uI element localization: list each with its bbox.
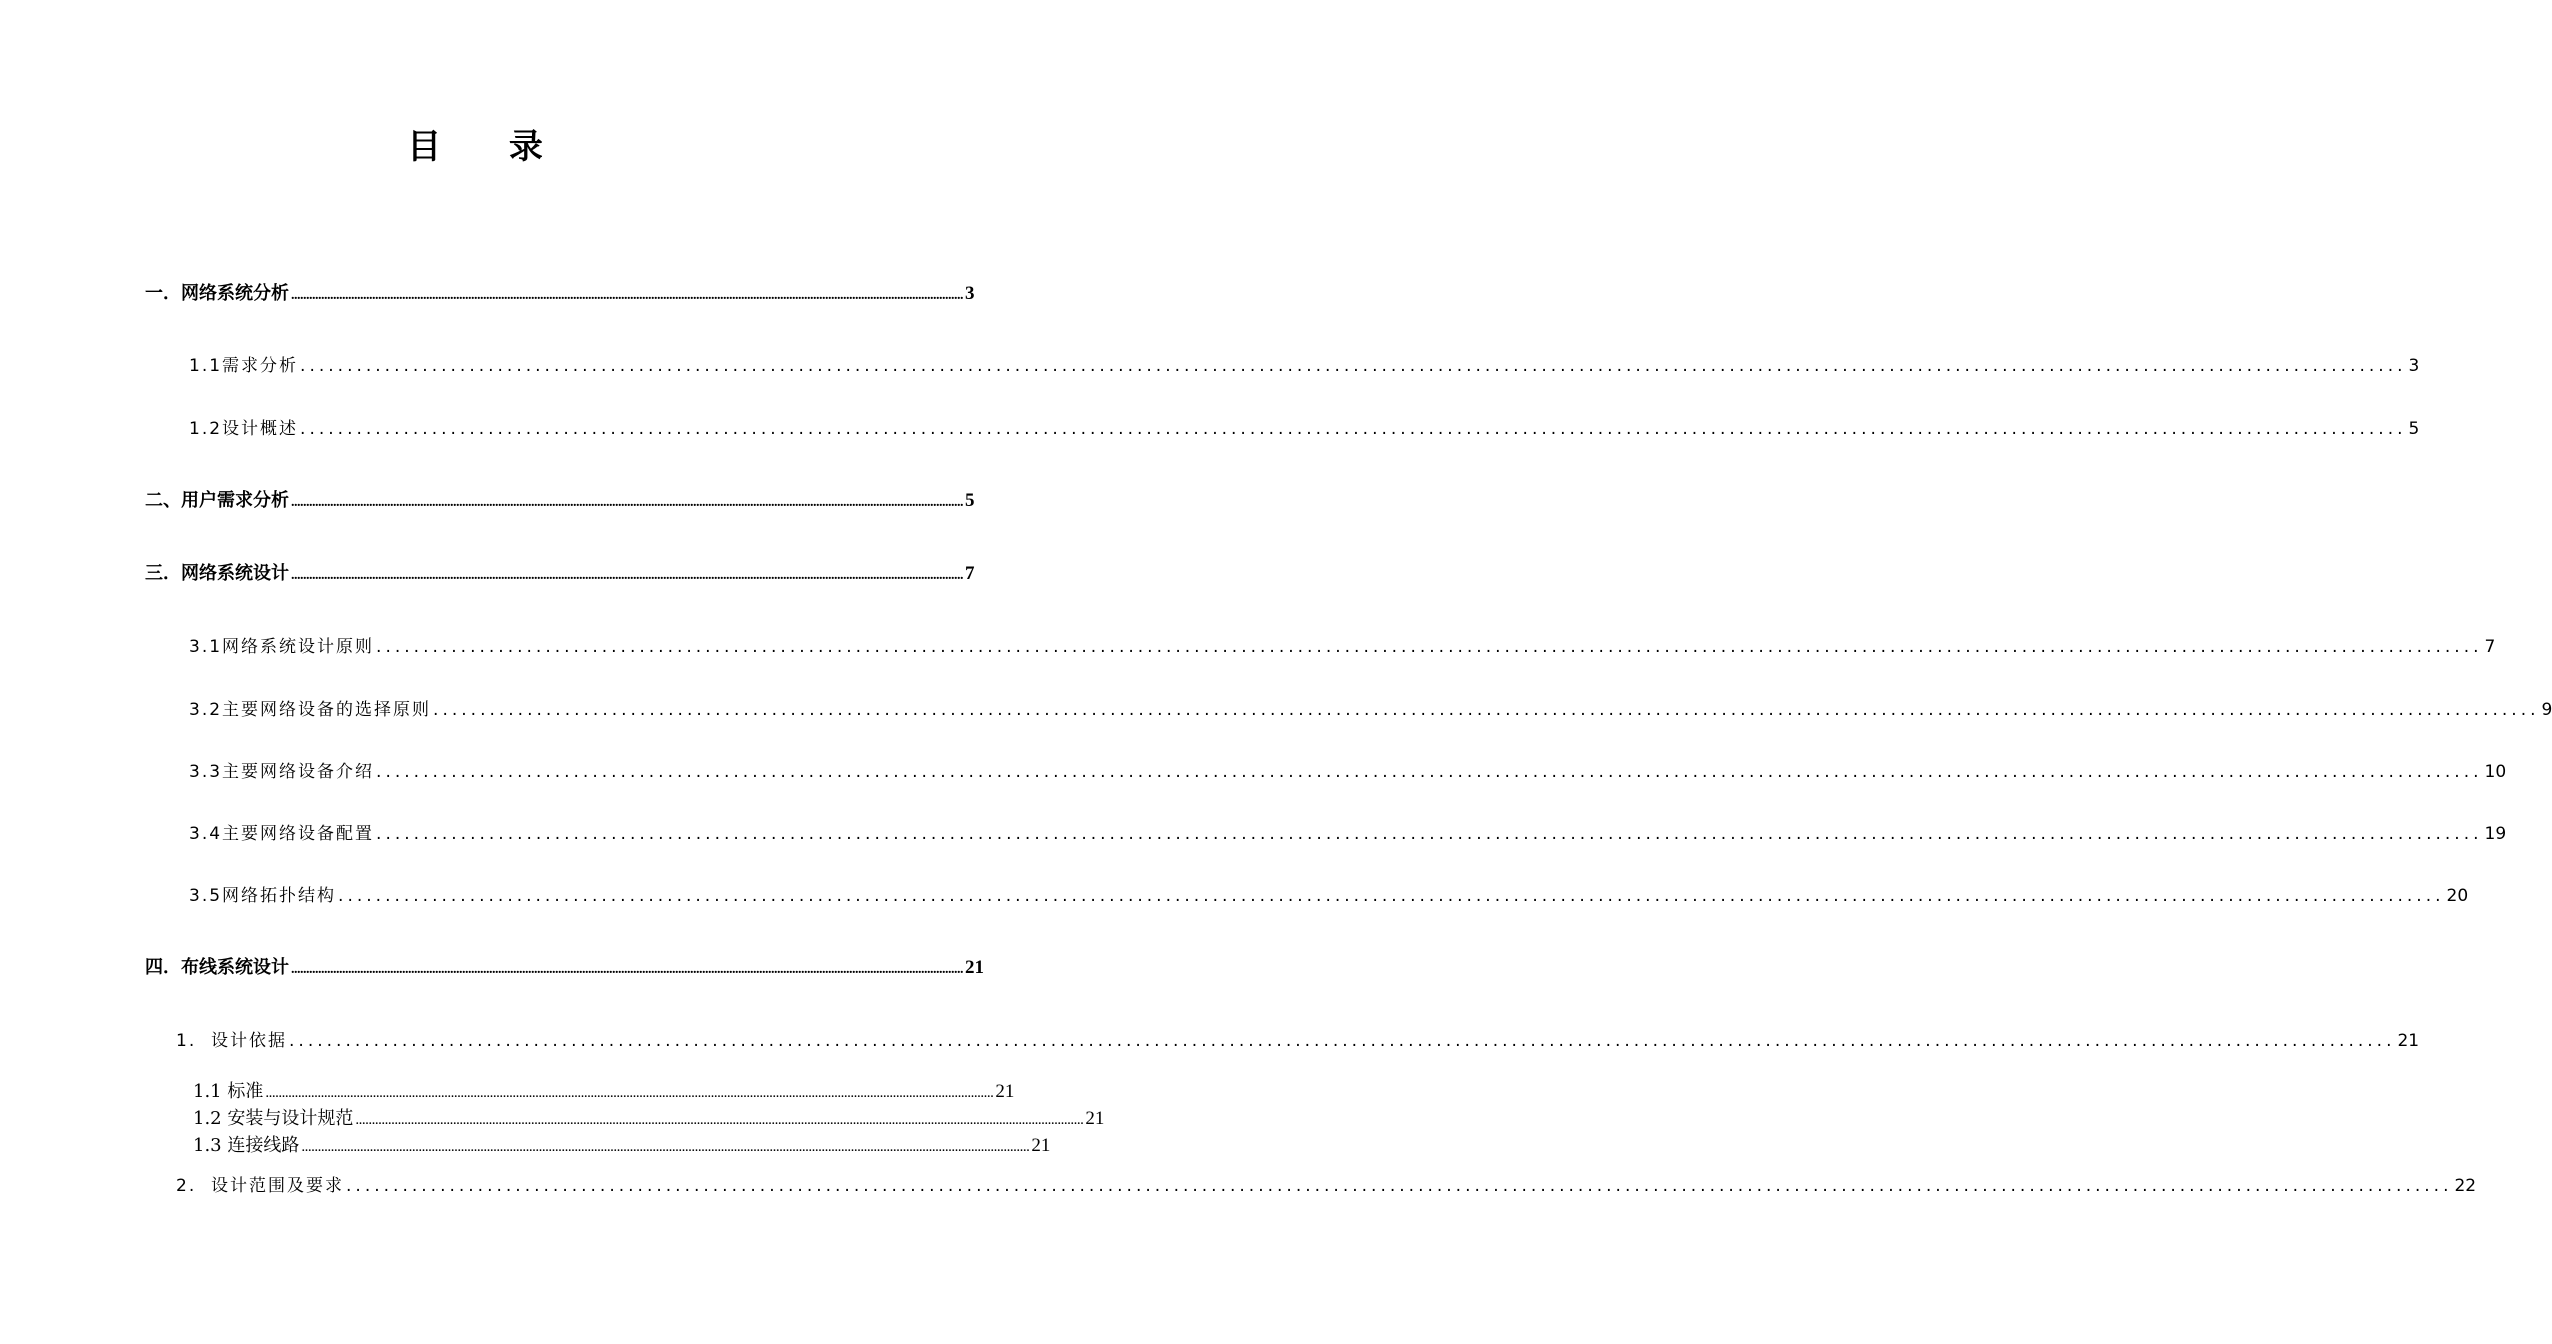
toc-page-number: 21 — [1085, 1108, 1105, 1129]
toc-entry-network-analysis[interactable] — [145, 279, 975, 307]
toc-entry-label: 三．网络系统设计 — [145, 563, 289, 584]
toc-leader-dots: ................................................................................................................................................................................................................................ — [291, 495, 963, 510]
toc-leader-dots: ................................................................................................................................................................................................................................ — [355, 1112, 1084, 1128]
toc-leader-dots: ................................................................................................................................................................................................................................ — [376, 824, 2483, 844]
toc-entry-label: 1.1 标准 — [193, 1081, 264, 1102]
toc-page-number: 10 — [2484, 762, 2507, 782]
toc-entry-design-overview[interactable] — [189, 414, 2420, 440]
toc-leader-dots: ................................................................................................................................................................................................................................ — [376, 762, 2483, 782]
toc-leader-dots: ................................................................................................................................................................................................................................ — [291, 288, 963, 303]
toc-entry-label: 一．网络系统分析 — [145, 283, 289, 304]
toc-entry-label: 3.5网络拓扑结构 — [189, 886, 337, 906]
toc-leader-dots: ................................................................................................................................................................................................................................ — [265, 1085, 994, 1101]
toc-leader-dots: ................................................................................................................................................................................................................................ — [376, 637, 2483, 657]
toc-entry-design-scope[interactable] — [176, 1171, 2477, 1197]
toc-page-number: 20 — [2446, 886, 2469, 906]
toc-leader-dots: ................................................................................................................................................................................................................................ — [291, 568, 963, 583]
toc-entry-connection-lines[interactable] — [193, 1131, 1051, 1157]
toc-entry-label: 1.2设计概述 — [189, 419, 299, 439]
toc-leader-dots: ................................................................................................................................................................................................................................ — [291, 962, 963, 977]
toc-page-number: 3 — [965, 283, 975, 304]
toc-entry-install-specs[interactable] — [193, 1104, 1105, 1130]
toc-page-number: 5 — [965, 490, 975, 511]
toc-leader-dots: ................................................................................................................................................................................................................................ — [300, 356, 2407, 376]
toc-entry-label: 3.4主要网络设备配置 — [189, 824, 375, 844]
toc-entry-design-principles[interactable] — [189, 632, 2496, 658]
toc-leader-dots: ................................................................................................................................................................................................................................ — [346, 1176, 2453, 1196]
toc-page-number: 21 — [995, 1081, 1015, 1102]
toc-entry-label: 1.2 安装与设计规范 — [193, 1108, 354, 1129]
toc-entry-device-selection[interactable] — [189, 695, 2552, 721]
toc-page-number: 7 — [2484, 637, 2496, 657]
toc-entry-label: 1. 设计依据 — [176, 1031, 288, 1051]
toc-page-number: 21 — [965, 957, 984, 978]
toc-entry-design-basis[interactable] — [176, 1026, 2420, 1052]
toc-leader-dots: ................................................................................................................................................................................................................................ — [433, 700, 2540, 720]
toc-page-number: 3 — [2408, 356, 2420, 376]
toc-entry-cabling-design[interactable] — [145, 953, 984, 981]
toc-entry-label: 3.2主要网络设备的选择原则 — [189, 700, 432, 720]
toc-entry-topology[interactable] — [189, 881, 2469, 907]
page-title: 目 录 — [407, 127, 571, 167]
toc-entry-label: 二、用户需求分析 — [145, 490, 289, 511]
toc-leader-dots: ................................................................................................................................................................................................................................ — [301, 1139, 1030, 1155]
toc-entry-device-config[interactable] — [189, 819, 2507, 845]
toc-leader-dots: ................................................................................................................................................................................................................................ — [289, 1031, 2396, 1051]
toc-page-number: 21 — [2397, 1031, 2420, 1051]
toc-page-number: 19 — [2484, 824, 2507, 844]
toc-entry-user-requirements[interactable] — [145, 486, 975, 514]
toc-entry-network-design[interactable] — [145, 559, 975, 587]
toc-leader-dots: ................................................................................................................................................................................................................................ — [300, 419, 2407, 439]
toc-entry-label: 2. 设计范围及要求 — [176, 1176, 345, 1196]
toc-entry-label: 3.1网络系统设计原则 — [189, 637, 375, 657]
toc-leader-dots: ................................................................................................................................................................................................................................ — [338, 886, 2445, 906]
toc-page-number: 5 — [2408, 419, 2420, 439]
toc-page-number: 21 — [1031, 1135, 1051, 1156]
toc-entry-label: 1.3 连接线路 — [193, 1135, 300, 1156]
toc-entry-label: 1.1需求分析 — [189, 356, 299, 376]
toc-page-number: 7 — [965, 563, 975, 584]
toc-entry-label: 四．布线系统设计 — [145, 957, 289, 978]
toc-entry-standards[interactable] — [193, 1077, 1015, 1103]
toc-entry-requirements-analysis[interactable] — [189, 351, 2420, 377]
toc-page-number: 22 — [2454, 1176, 2477, 1196]
toc-entry-device-intro[interactable] — [189, 757, 2507, 783]
toc-page-number: 9 — [2541, 700, 2552, 720]
toc-entry-label: 3.3主要网络设备介绍 — [189, 762, 375, 782]
